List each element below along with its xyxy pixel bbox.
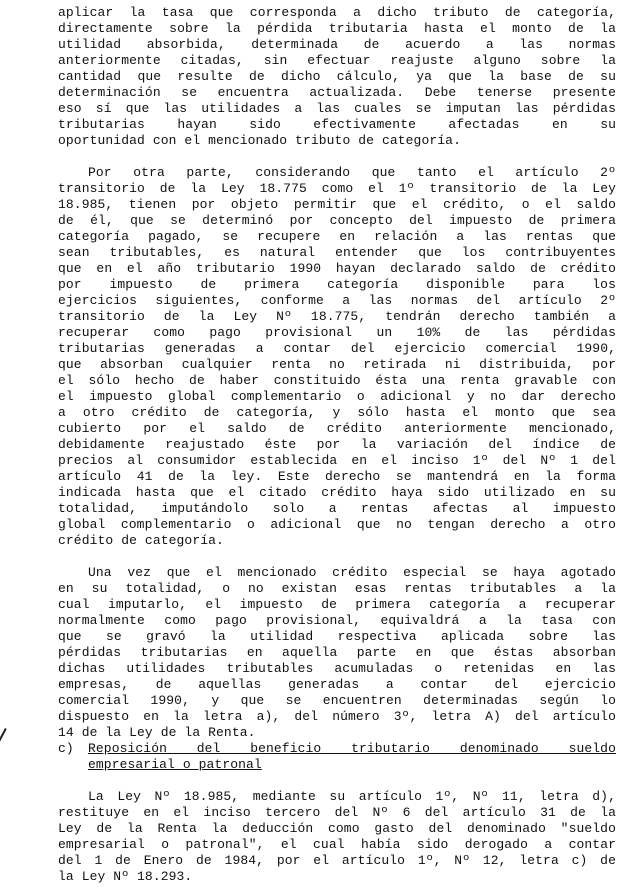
text-line: Por otra parte, considerando que tanto el artículo 2º <box>88 165 616 180</box>
text-line: categoría pagado, se recupere en relación a las rentas que <box>58 229 616 244</box>
text-line: totalidad, imputándolo solo a rentas afectas al impuesto <box>58 501 616 516</box>
text-line: Ley de la Renta la deducción como gasto del denominado "sueldo <box>58 821 616 836</box>
text-line: el impuesto global complementario o adicional y no dar derecho <box>58 389 616 404</box>
text-line: global complementario o adicional que no tengan derecho a otro <box>58 517 616 532</box>
text-line: cantidad que resulte de dicho cálculo, ya que la base de su <box>58 69 616 84</box>
text-line: en su totalidad, o no existan esas rentas tributables a la <box>58 581 616 596</box>
text-line: determinación se encuentra actualizada. Debe tenerse presente <box>58 85 616 100</box>
text-line: dichas utilidades tributables acumuladas o retenidas en las <box>58 661 616 676</box>
text-line: tributarias hayan sido efectivamente afectadas en su <box>58 117 616 132</box>
text-line: eso sí que las utilidades a las cuales se imputan las pérdidas <box>58 101 616 116</box>
text-line: 14 de la Ley de la Renta. <box>58 725 256 740</box>
text-line: pérdidas tributarias en aquella parte en que éstas absorban <box>58 645 616 660</box>
text-line: La Ley Nº 18.985, mediante su artículo 1º, Nº 11, letra d), <box>88 789 616 804</box>
text-line: 18.985, tienen por objeto permitir que el crédito, o el saldo <box>58 197 616 212</box>
text-line: recuperar como pago provisional un 10% de las pérdidas <box>58 325 616 340</box>
text-line: cubierto por el saldo de crédito anteriormente mencionado, <box>58 421 616 436</box>
text-line: debidamente reajustado éste por la variación del índice de <box>58 437 616 452</box>
text-line: directamente sobre la pérdida tributaria hasta el monto de la <box>58 21 616 36</box>
text-line: que absorban cualquier renta no retirada ni distribuida, por <box>58 357 616 372</box>
section-letter: c) <box>58 741 74 756</box>
text-line: anteriormente citadas, sin efectuar reajuste alguno sobre la <box>58 53 616 68</box>
text-line: ejercicios siguientes, conforme a las normas del artículo 2º <box>58 293 616 308</box>
text-line: transitorio de la Ley 18.775 como el 1º transitorio de la Ley <box>58 181 616 196</box>
text-line: utilidad absorbida, determinada de acuerdo a las normas <box>58 37 616 52</box>
section-heading: Reposición del beneficio tributario denominado sueldo <box>88 741 616 756</box>
text-line: transitorio de la Ley Nº 18.775, tendrán derecho también a <box>58 309 616 324</box>
text-line: cual imputarlo, el impuesto de primera categoría a recuperar <box>58 597 616 612</box>
text-line: oportunidad con el mencionado tributo de categoría. <box>58 133 461 148</box>
text-line: empresas, de aquellas generadas a contar del ejercicio <box>58 677 616 692</box>
text-line: restituye en el inciso tercero del Nº 6 del artículo 31 de la <box>58 805 616 820</box>
text-line: por impuesto de primera categoría disponible para los <box>58 277 616 292</box>
margin-pen-mark <box>0 728 7 784</box>
text-line: aplicar la tasa que corresponda a dicho tributo de categoría, <box>58 5 616 20</box>
text-line: sean tributables, es natural entender que los contribuyentes <box>58 245 616 260</box>
text-line: normalmente como pago provisional, equivaldrá a la tasa con <box>58 613 616 628</box>
text-line: que se gravó la utilidad respectiva aplicada sobre las <box>58 629 616 644</box>
text-line: el sólo hecho de haber constituido ésta una renta gravable con <box>58 373 616 388</box>
text-line: indicada hasta que el citado crédito haya sido utilizado en su <box>58 485 616 500</box>
text-line: dispuesto en la letra a), del número 3º, letra A) del artículo <box>58 709 616 724</box>
text-line: artículo 41 de la ley. Este derecho se mantendrá en la forma <box>58 469 616 484</box>
text-line: empresarial o patronal", el cual había sido derogado a contar <box>58 837 616 852</box>
text-line: que en el año tributario 1990 hayan declarado saldo de crédito <box>58 261 616 276</box>
text-line: crédito de categoría. <box>58 533 224 548</box>
text-line: comercial 1990, y que se encuentren determinadas según lo <box>58 693 616 708</box>
text-line: tributarias generadas a contar del ejercicio comercial 1990, <box>58 341 616 356</box>
text-line: la Ley Nº 18.293. <box>58 869 193 884</box>
section-heading: empresarial o patronal <box>88 757 262 772</box>
text-line: Una vez que el mencionado crédito especial se haya agotado <box>88 565 616 580</box>
text-line: del 1 de Enero de 1984, por el artículo 1º, Nº 12, letra c) de <box>58 853 616 868</box>
text-line: de él, que se determinó por concepto del impuesto de primera <box>58 213 616 228</box>
text-line: a otro crédito de categoría, y sólo hasta el monto que sea <box>58 405 616 420</box>
text-line: precios al consumidor establecida en el inciso 1º del Nº 1 del <box>58 453 616 468</box>
